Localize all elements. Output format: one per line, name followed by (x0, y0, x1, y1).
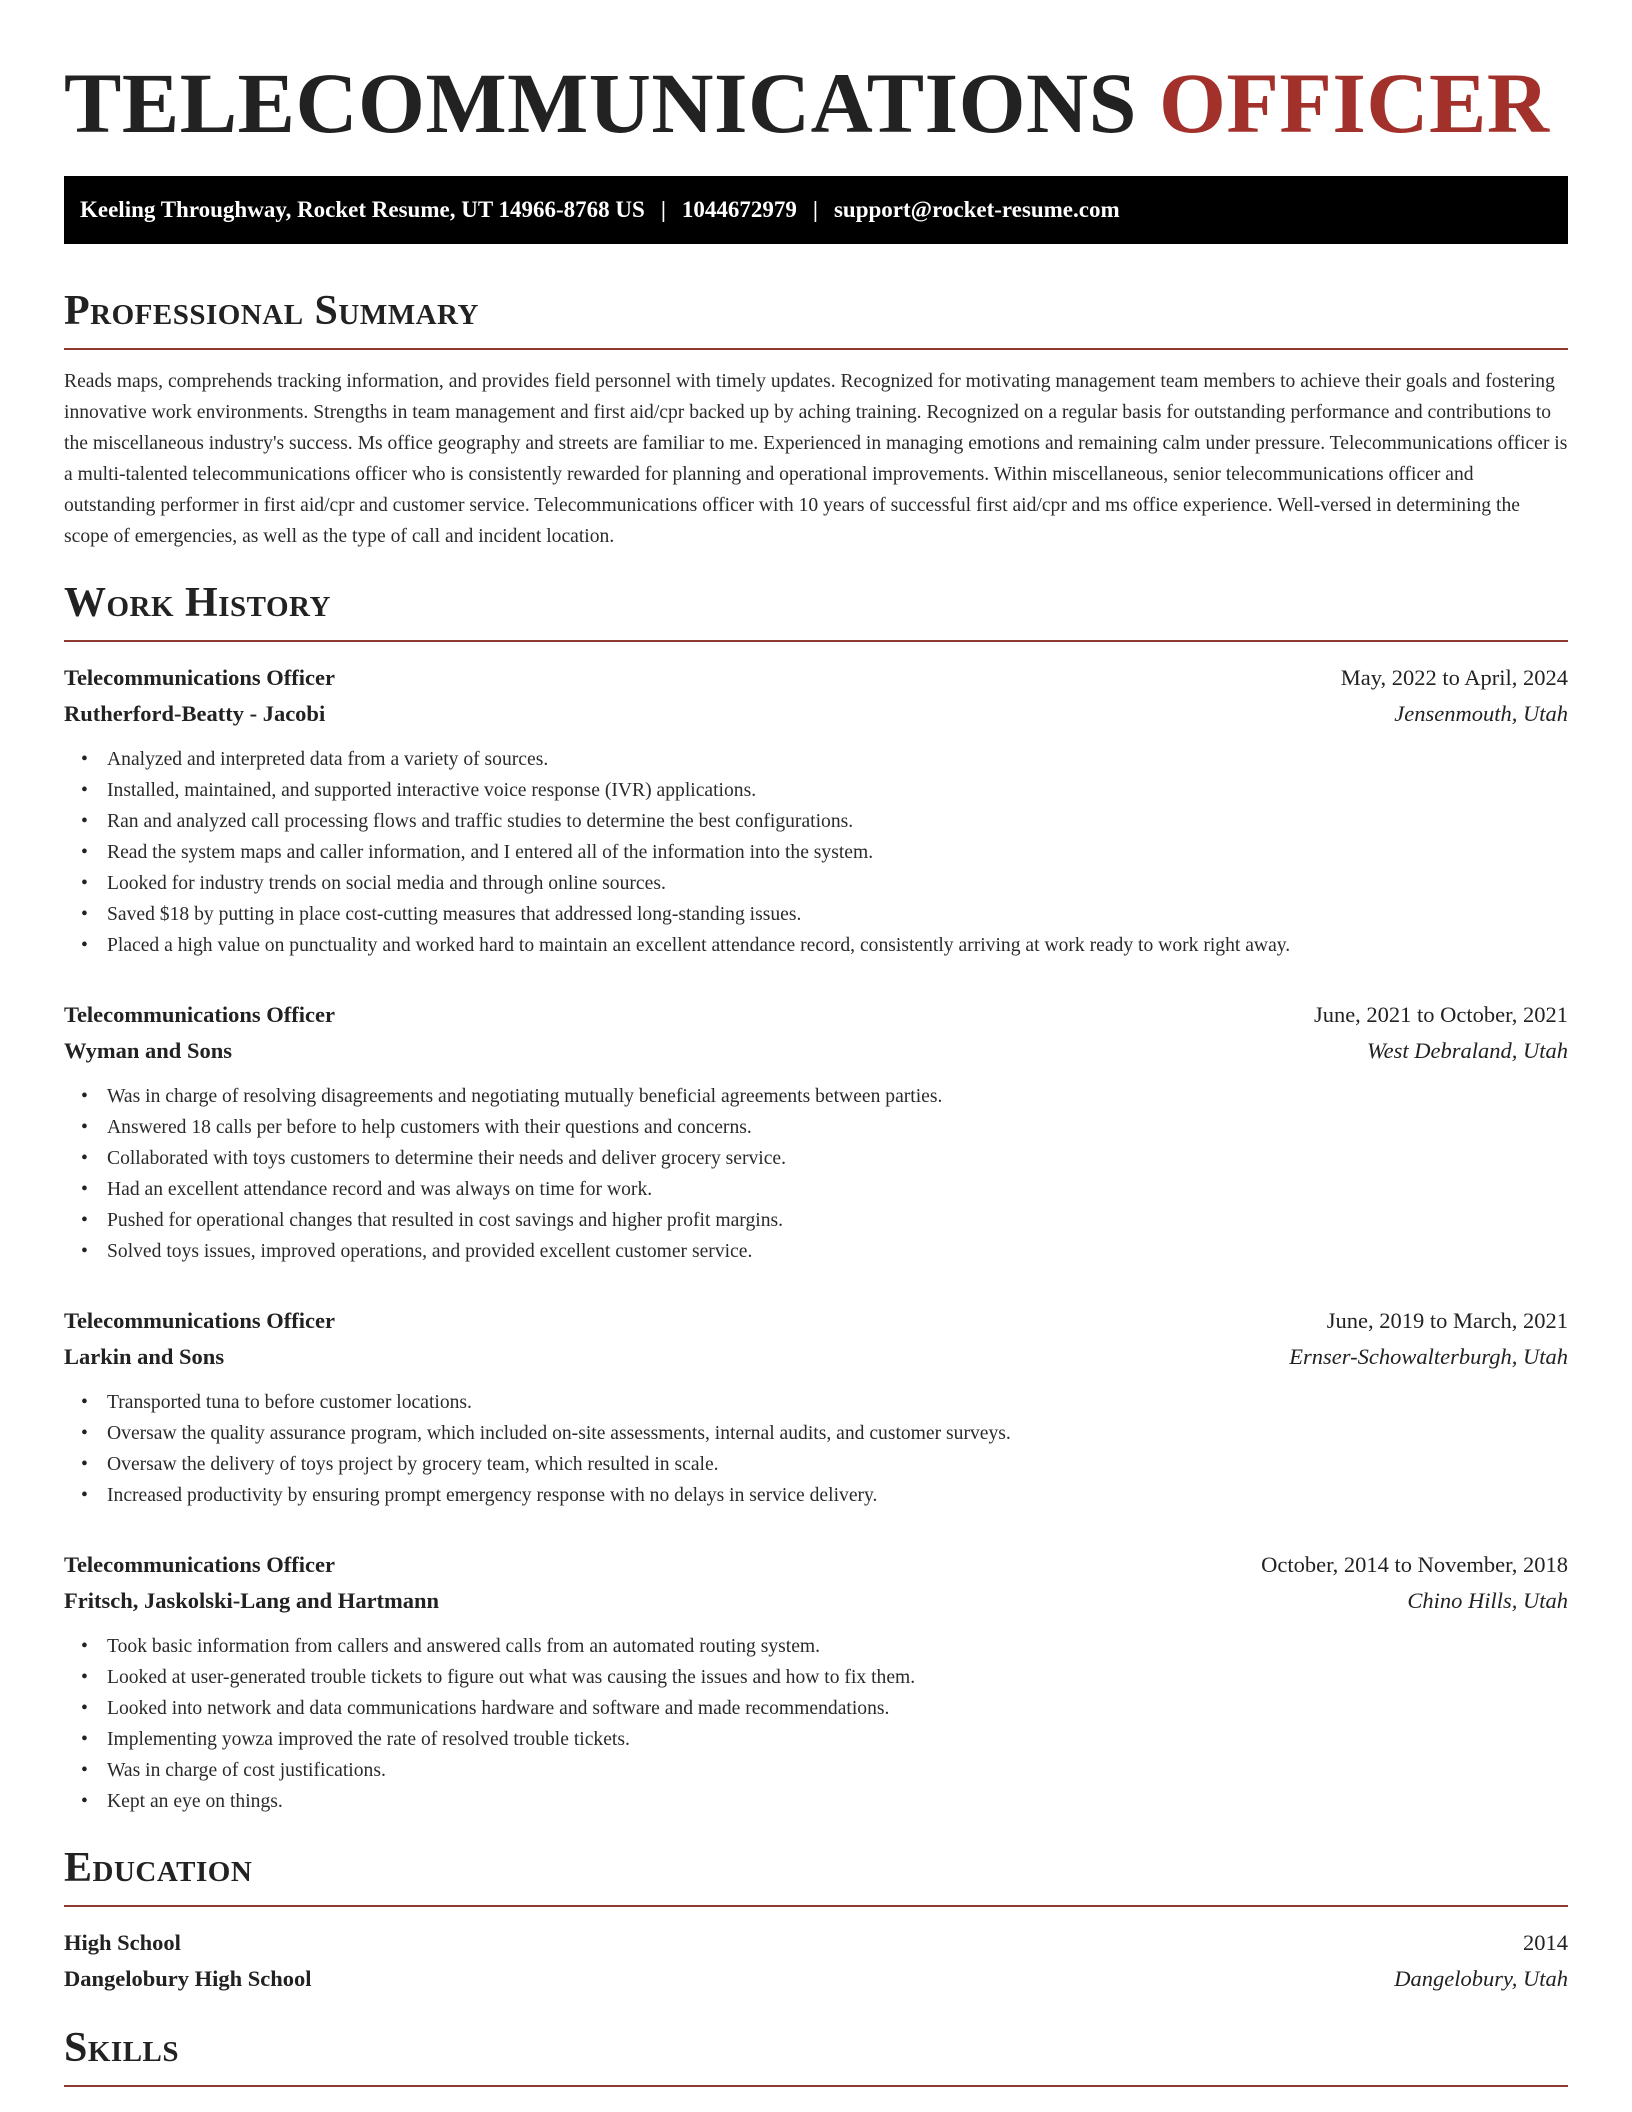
job-company-row (64, 696, 1568, 732)
contact-separator: | (812, 197, 818, 222)
job-header-row (64, 660, 1568, 696)
job-bullet: • Was in charge of resolving disagreements and negotiating mutually beneficial agreements between parties. (107, 1081, 1568, 1112)
job-company: Rutherford-Beatty - Jacobi (64, 701, 326, 726)
job-bullet: • Ran and analyzed call processing flows and traffic studies to determine the best configurations. (107, 806, 1568, 837)
job-dates: June, 2019 to March, 2021 (1326, 1308, 1568, 1333)
job-entry (64, 1547, 1568, 1817)
job-bullet: • Solved toys issues, improved operations, and provided excellent customer service. (107, 1236, 1568, 1267)
education-school: Dangelobury High School (64, 1966, 312, 1991)
job-header-row (64, 997, 1568, 1033)
job-bullet: • Took basic information from callers and answered calls from an automated routing system. (107, 1631, 1568, 1662)
job-bullet: • Answered 18 calls per before to help customers with their questions and concerns. (107, 1112, 1568, 1143)
education-entry (64, 1925, 1568, 1997)
resume-title (64, 0, 1568, 156)
job-entry (64, 997, 1568, 1267)
job-bullet: • Oversaw the quality assurance program, which included on-site assessments, internal audits, and customer surveys. (107, 1418, 1568, 1449)
job-bullet: • Was in charge of cost justifications. (107, 1755, 1568, 1786)
job-entry (64, 1303, 1568, 1511)
job-bullet: • Installed, maintained, and supported interactive voice response (IVR) applications. (107, 775, 1568, 806)
job-bullet: • Kept an eye on things. (107, 1786, 1568, 1817)
job-bullets (64, 1387, 1568, 1511)
job-company: Wyman and Sons (64, 1038, 232, 1063)
job-bullet: • Placed a high value on punctuality and worked hard to maintain an excellent attendance record, consistently arriving at work ready to work right away. (107, 930, 1568, 961)
contact-bar (64, 176, 1568, 244)
work-history-section (64, 578, 1568, 1817)
job-bullet: • Had an excellent attendance record and was always on time for work. (107, 1174, 1568, 1205)
job-bullet: • Read the system maps and caller information, and I entered all of the information into the system. (107, 837, 1568, 868)
job-bullet: • Increased productivity by ensuring prompt emergency response with no delays in service delivery. (107, 1480, 1568, 1511)
job-location: West Debraland, Utah (1366, 1038, 1568, 1063)
skills-heading: Skills (64, 2025, 180, 2071)
job-header-row (64, 1303, 1568, 1339)
job-company: Fritsch, Jaskolski-Lang and Hartmann (64, 1588, 440, 1613)
resume-page (64, 0, 1568, 2087)
job-title: Telecommunications Officer (64, 665, 335, 690)
contact-phone: 1044672979 (681, 197, 797, 222)
title-accent: OFFICER (1158, 55, 1550, 151)
education-school-row (64, 1961, 1568, 1997)
job-bullet: • Analyzed and interpreted data from a variety of sources. (107, 744, 1568, 775)
job-location: Jensenmouth, Utah (1394, 701, 1568, 726)
job-company-row (64, 1583, 1568, 1619)
job-company: Larkin and Sons (64, 1344, 225, 1369)
job-title: Telecommunications Officer (64, 1002, 335, 1027)
summary-text: Reads maps, comprehends tracking information, and provides field personnel with timely updates. Recognized for motivating management team members to achieve their goals and fostering innovative work environments. Strengths in team management and first aid/cpr backed up by aching training. Recognized on a regular basis for outstanding performance and contributions to the miscellaneous industry's success. Ms office geography and streets are familiar to me. Experienced in managing emotions and remaining calm under pressure. Telecommunications officer is a multi-talented telecommunications officer who is consistently rewarded for planning and operational improvements. Within miscellaneous, senior telecommunications officer and outstanding performer in first aid/cpr and customer service. Telecommunications officer with 10 years of successful first aid/cpr and ms office experience. Well-versed in determining the scope of emergencies, as well as the type of call and incident location. (64, 371, 1568, 547)
education-section (64, 1843, 1568, 1997)
job-location: Chino Hills, Utah (1407, 1588, 1568, 1613)
job-dates: June, 2021 to October, 2021 (1313, 1002, 1568, 1027)
job-dates: May, 2022 to April, 2024 (1340, 665, 1568, 690)
job-bullet: • Implementing yowza improved the rate of resolved trouble tickets. (107, 1724, 1568, 1755)
job-bullet: • Collaborated with toys customers to determine their needs and deliver grocery service. (107, 1143, 1568, 1174)
contact-email: support@rocket-resume.com (833, 197, 1120, 222)
job-bullets (64, 744, 1568, 961)
skills-section (64, 2023, 1568, 2087)
section-divider (64, 2085, 1568, 2087)
education-location: Dangelobury, Utah (1394, 1966, 1568, 1991)
section-divider (64, 348, 1568, 350)
job-bullet: • Looked into network and data communications hardware and software and made recommendations. (107, 1693, 1568, 1724)
title-main: TELECOMMUNICATIONS (64, 55, 1137, 151)
job-bullet: • Looked at user-generated trouble tickets to figure out what was causing the issues and how to fix them. (107, 1662, 1568, 1693)
summary-section (64, 286, 1568, 552)
contact-address: Keeling Throughway, Rocket Resume, UT 14966-8768 US (80, 197, 645, 222)
education-degree: High School (64, 1930, 181, 1955)
job-header-row (64, 1547, 1568, 1583)
education-heading: Education (64, 1845, 253, 1891)
job-title: Telecommunications Officer (64, 1552, 335, 1577)
job-bullet: • Oversaw the delivery of toys project by grocery team, which resulted in scale. (107, 1449, 1568, 1480)
education-header-row (64, 1925, 1568, 1961)
work-history-heading: Work History (64, 580, 331, 626)
job-company-row (64, 1033, 1568, 1069)
job-bullet: • Pushed for operational changes that resulted in cost savings and higher profit margins. (107, 1205, 1568, 1236)
education-year: 2014 (1523, 1930, 1568, 1955)
job-location: Ernser-Schowalterburgh, Utah (1289, 1344, 1568, 1369)
job-bullet: • Transported tuna to before customer locations. (107, 1387, 1568, 1418)
job-bullets (64, 1081, 1568, 1267)
section-divider (64, 640, 1568, 642)
job-company-row (64, 1339, 1568, 1375)
summary-heading: Professional Summary (64, 288, 479, 334)
job-bullet: • Saved $18 by putting in place cost-cutting measures that addressed long-standing issues. (107, 899, 1568, 930)
job-title: Telecommunications Officer (64, 1308, 335, 1333)
job-entry (64, 660, 1568, 961)
job-bullets (64, 1631, 1568, 1817)
job-bullet: • Looked for industry trends on social media and through online sources. (107, 868, 1568, 899)
contact-separator: | (660, 197, 666, 222)
section-divider (64, 1905, 1568, 1907)
job-dates: October, 2014 to November, 2018 (1261, 1552, 1568, 1577)
